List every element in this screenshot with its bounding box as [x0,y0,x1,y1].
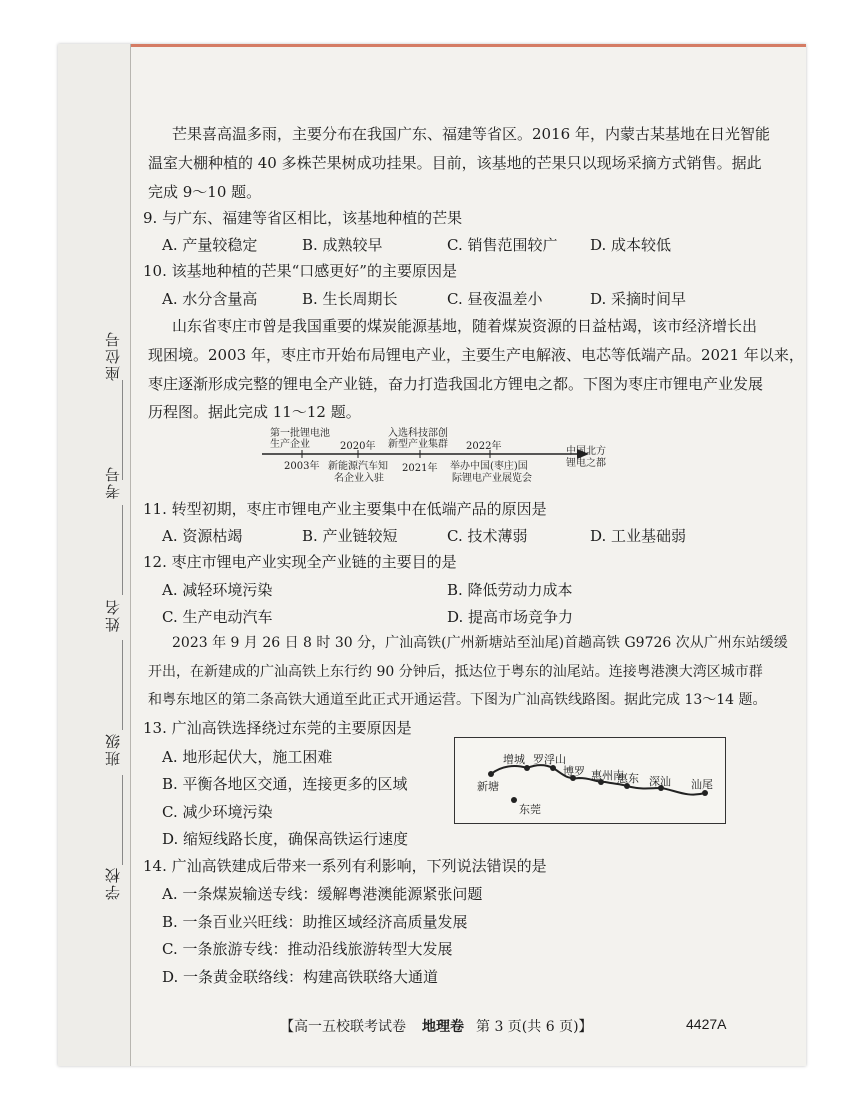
station-huizhounan: 惠州南 [591,769,624,782]
station-zengcheng: 增城 [503,753,525,766]
binding-margin [58,44,131,1066]
class-label: 班级 [104,732,122,766]
intro3-line1: 2023 年 9 月 26 日 8 时 30 分，广汕高铁(广州新塘站至汕尾)首趟高铁 G9726 次从广州东站缓缓 [172,635,788,651]
q12-option-b[interactable]: B. 降低劳动力成本 [447,581,573,599]
q9-option-b[interactable]: B. 成熟较早 [302,236,383,254]
station-luofushan: 罗浮山 [533,753,566,766]
q14-stem: 14. 广汕高铁建成后带来一系列有利影响，下列说法错误的是 [143,857,547,875]
footer-exam-title: 【高一五校联考试卷 [280,1019,406,1035]
exam-no-line [122,505,123,595]
q13-option-d[interactable]: D. 缩短线路长度，确保高铁运行速度 [162,830,409,848]
intro3-line2: 开出，在新建成的广汕高铁上东行约 90 分钟后，抵达位于粤东的汕尾站。连接粤港澳大湾区城市群 [148,664,763,680]
footer-page-number: 第 3 页(共 6 页)】 [476,1019,593,1035]
q13-option-a[interactable]: A. 地形起伏大，施工困难 [162,748,333,766]
intro2-line1: 山东省枣庄市曾是我国重要的煤炭能源基地，随着煤炭资源的日益枯竭，该市经济增长出 [172,317,758,335]
q13-option-c[interactable]: C. 减少环境污染 [162,803,273,821]
station-boluo: 博罗 [563,765,585,778]
timeline-year-2003: 2003年 [284,461,320,472]
seat-label: 座位号 [104,330,122,381]
intro1-line2: 温室大棚种植的 40 多株芒果树成功挂果。目前，该基地的芒果只以现场采摘方式销售。据此 [148,154,762,172]
q9-option-a[interactable]: A. 产量较稳定 [162,236,258,254]
q10-option-a[interactable]: A. 水分含量高 [162,290,258,308]
class-line [122,775,123,865]
q9-option-d[interactable]: D. 成本较低 [590,236,672,254]
q11-option-a[interactable]: A. 资源枯竭 [162,527,243,545]
timeline-end-label: 中国北方 [566,446,606,457]
timeline-event-nev-2: 名企业入驻 [334,473,384,484]
timeline-event-expo: 举办中国(枣庄)国 [450,461,528,472]
timeline-event-expo-2: 际锂电产业展览会 [452,473,532,484]
intro2-line4: 历程图。据此完成 11～12 题。 [148,403,361,421]
q12-option-d[interactable]: D. 提高市场竞争力 [447,608,574,626]
q12-stem: 12. 枣庄市锂电产业实现全产业链的主要目的是 [143,553,457,571]
q9-stem: 9. 与广东、福建等省区相比，该基地种植的芒果 [143,209,463,227]
q14-option-b[interactable]: B. 一条百业兴旺线：助推区域经济高质量发展 [162,913,468,931]
timeline-event-first-battery: 第一批锂电池 [270,428,330,439]
timeline-end-label-2: 锂电之都 [566,458,606,469]
timeline-year-2021: 2021年 [402,463,438,474]
q12-option-c[interactable]: C. 生产电动汽车 [162,608,273,626]
station-huidong: 惠东 [617,772,639,785]
intro3-line3: 和粤东地区的第二条高铁大通道至此正式开通运营。下图为广汕高铁线路图。据此完成 13～14 题。 [148,692,767,708]
q9-option-c[interactable]: C. 销售范围较广 [447,236,558,254]
q11-option-b[interactable]: B. 产业链较短 [302,527,398,545]
name-label: 姓名 [104,598,122,632]
station-shanwei: 汕尾 [691,778,713,791]
q11-stem: 11. 转型初期，枣庄市锂电产业主要集中在低端产品的原因是 [143,500,547,518]
timeline-year-2020: 2020年 [340,441,376,452]
timeline-event-nev: 新能源汽车知 [328,461,388,472]
intro2-line3: 枣庄逐渐形成完整的锂电全产业链，奋力打造我国北方锂电之都。下图为枣庄市锂电产业发展 [148,375,764,393]
q10-stem: 10. 该基地种植的芒果“口感更好”的主要原因是 [143,262,457,280]
q14-option-c[interactable]: C. 一条旅游专线：推动沿线旅游转型大发展 [162,940,453,958]
q10-option-d[interactable]: D. 采摘时间早 [590,290,687,308]
name-line [122,640,123,730]
q11-option-d[interactable]: D. 工业基础弱 [590,527,687,545]
q10-option-b[interactable]: B. 生长周期长 [302,290,398,308]
guangshan-railway-map [454,737,726,824]
q13-stem: 13. 广汕高铁选择绕过东莞的主要原因是 [143,719,412,737]
intro1-line3: 完成 9～10 题。 [148,183,262,201]
q13-option-b[interactable]: B. 平衡各地区交通，连接更多的区域 [162,775,408,793]
timeline-year-2022: 2022年 [466,441,502,452]
timeline-event-cluster-2: 新型产业集群 [388,439,448,450]
timeline-event-first-battery-2: 生产企业 [270,439,310,450]
q10-option-c[interactable]: C. 昼夜温差小 [447,290,543,308]
intro1-line1: 芒果喜高温多雨，主要分布在我国广东、福建等省区。2016 年，内蒙古某基地在日光智能 [172,125,770,143]
q14-option-d[interactable]: D. 一条黄金联络线：构建高铁联络大通道 [162,968,439,986]
footer-subject: 地理卷 [422,1019,464,1035]
paper-edge [58,44,806,47]
exam-no-label: 考号 [104,465,122,499]
lithium-timeline-figure [262,428,622,490]
q14-option-a[interactable]: A. 一条煤炭输送专线：缓解粤港澳能源紧张问题 [162,885,483,903]
station-dongguan: 东莞 [519,803,541,816]
school-label: 学校 [104,866,122,900]
intro2-line2: 现困境。2003 年，枣庄市开始布局锂电产业，主要生产电解液、电芯等低端产品。2021 年以来， [148,346,804,364]
q11-option-c[interactable]: C. 技术薄弱 [447,527,528,545]
timeline-event-cluster: 入选科技部创 [388,428,448,439]
footer-exam-code: 4427A [686,1016,727,1032]
station-shenshan: 深汕 [649,775,671,788]
station-xintang: 新塘 [477,780,499,793]
q12-option-a[interactable]: A. 减轻环境污染 [162,581,273,599]
